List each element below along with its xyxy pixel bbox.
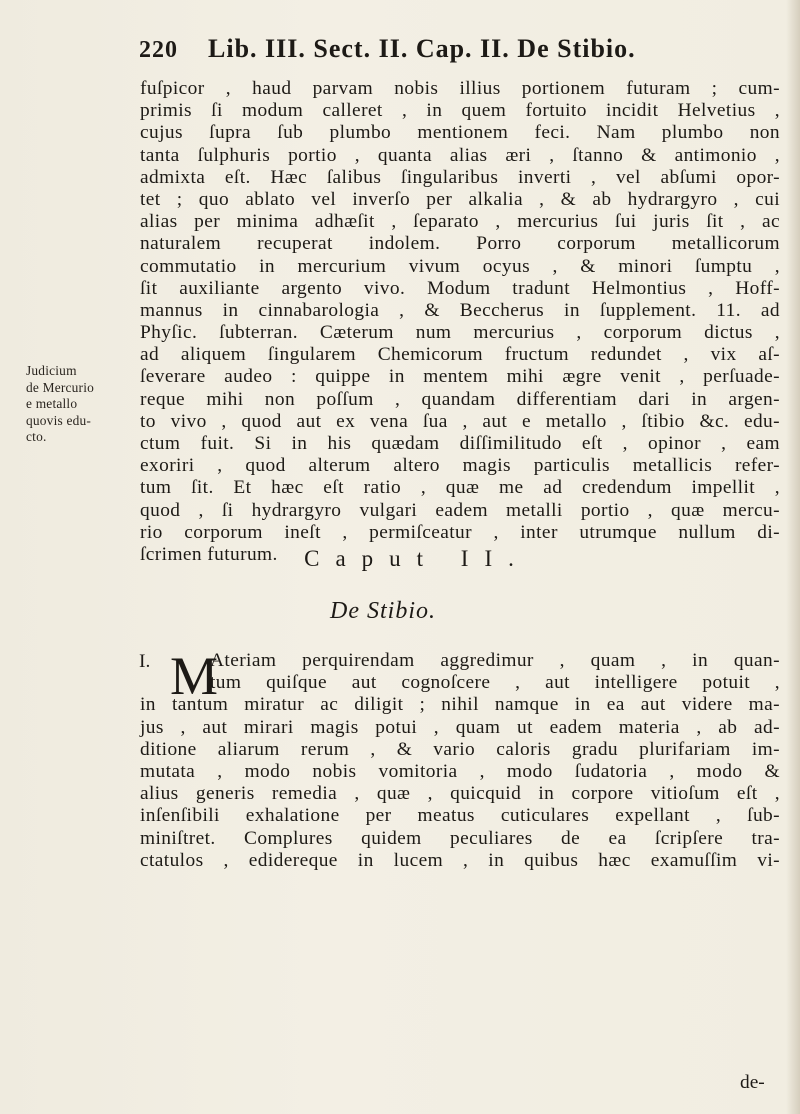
paragraph-2 — [140, 646, 780, 872]
text-line: quod , ſi hydrargyro vulgari eadem metalli portio , quæ mercu- — [140, 499, 780, 521]
paragraph-1 — [140, 78, 780, 566]
margin-note-line: quovis edu- — [26, 412, 92, 428]
text-line: miniſtret. Complures quidem peculiares de ea ſcripſere tra- — [140, 827, 780, 849]
margin-note — [26, 363, 126, 446]
text-line: rio corporum ineſt , permiſceatur , inter utrumque nullum di- — [140, 521, 780, 543]
running-head: Lib. III. Sect. II. Cap. II. De Stibio. — [208, 34, 636, 63]
paragraph-number: I. — [139, 651, 151, 672]
margin-note-line: Judicium — [26, 363, 77, 378]
text-line: exoriri , quod alterum altero magis particulis metallicis refer- — [140, 455, 780, 477]
chapter-heading: Caput II. — [304, 546, 530, 571]
text-line: ctum fuit. Si in his quædam diſſimilitudo eſt , opinor , eam — [140, 433, 780, 454]
text-line: reque mihi non poſſum , quandam differentiam dari in argen- — [140, 388, 780, 410]
text-line: ſit auxiliante argento vivo. Modum tradunt Helmontius , Hoff- — [140, 277, 780, 299]
text-line: ad aliquem ſingularem Chemicorum fructum redundet , vix aſ- — [140, 344, 780, 366]
text-line: mannus in cinnabarologia , & Beccherus in ſupplement. 11. ad — [140, 299, 780, 321]
text-line: ctatulos , edidereque in lucem , in quibus hæc examuſſim vi- — [140, 849, 780, 871]
text-line: tanta ſulphuris portio , quanta alias æri , ſtanno & antimonio , — [140, 144, 780, 166]
margin-note-line: cto. — [26, 429, 47, 444]
text-line: tum ſit. Et hæc eſt ratio , quæ me ad credendum impellit , — [140, 477, 780, 499]
text-line: alias per minima adhæſit , ſeparato , mercurius ſui juris ſit , ac — [140, 211, 780, 233]
drop-initial: M — [170, 646, 219, 706]
text-line: naturalem recuperat indolem. Porro corporum metallicorum — [140, 233, 780, 255]
text-line: fuſpicor , haud parvam nobis illius portionem futuram ; cum- — [140, 78, 780, 99]
chapter-subtitle: De Stibio. — [330, 598, 436, 624]
page-header — [139, 34, 779, 74]
text-line: ditione aliarum rerum , & vario caloris gradu plurifariam im- — [140, 738, 780, 760]
text-line: ſcrimen futurum. — [140, 543, 278, 565]
text-line: alius generis remedia , quæ , quicquid in corpore vitioſum eſt , — [140, 783, 780, 805]
page-number: 220 — [139, 37, 178, 63]
catchword: de- — [740, 1072, 765, 1093]
text-line: cujus ſupra ſub plumbo mentionem feci. Nam plumbo non — [140, 122, 780, 144]
text-line: ſeverare audeo : quippe in mentem mihi ægre venit , perſuade- — [140, 366, 780, 388]
text-line: jus , aut mirari magis potui , quam ut eadem materia , ab ad- — [140, 716, 780, 738]
margin-note-line: e metallo — [26, 396, 78, 411]
text-line: Phyſic. ſubterran. Cæterum num mercurius , corporum dictus , — [140, 322, 780, 344]
text-line: primis ſi modum calleret , in quem fortuito incidit Helvetius , — [140, 100, 780, 122]
text-line: mutata , modo nobis vomitoria , modo ſudatoria , modo & — [140, 760, 780, 782]
margin-note-line: de Mercurio — [26, 379, 95, 395]
text-line: Ateriam perquirendam aggredimur , quam , in quan- — [210, 650, 780, 671]
text-line: tet ; quo ablato vel inverſo per alkalia , & ab hydrargyro , cui — [140, 188, 780, 210]
text-line: commutatio in mercurium vivum ocyus , & minori ſumptu , — [140, 255, 780, 277]
text-line: admixta eſt. Hæc ſalibus ſingularibus inverti , vel abſumi opor- — [140, 166, 780, 188]
text-line: to vivo , quod aut ex vena ſua , aut e metallo , ſtibio &c. edu- — [140, 410, 780, 432]
text-line: tum quiſque aut cognoſcere , aut intelligere potuit , — [210, 672, 780, 694]
text-line: in tantum miratur ac diligit ; nihil namque in ea aut videre ma- — [140, 694, 780, 716]
text-line: inſenſibili exhalatione per meatus cuticulares expellant , ſub- — [140, 805, 780, 827]
